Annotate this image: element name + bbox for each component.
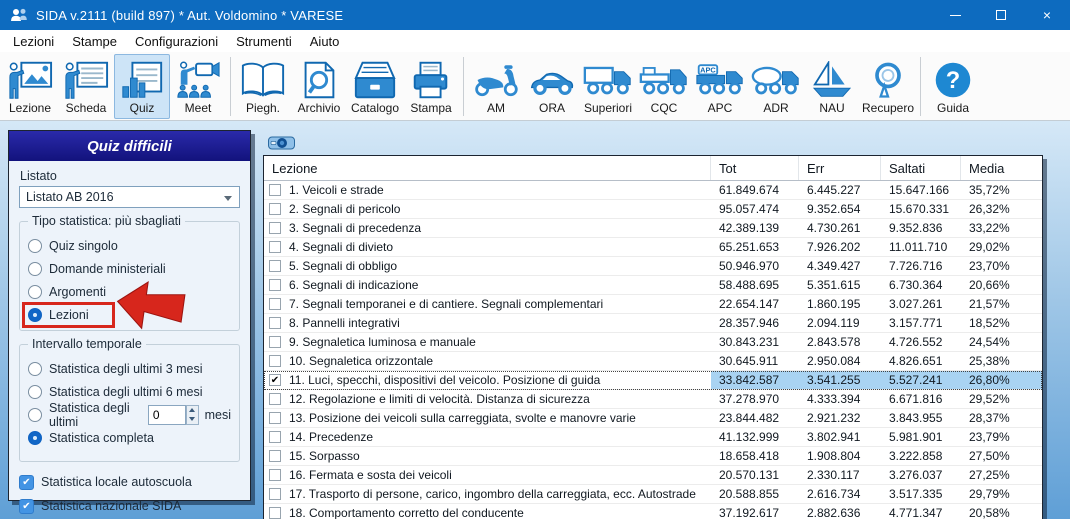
toolbar-label: ORA bbox=[538, 101, 565, 115]
tipo-option-label: Lezioni bbox=[49, 307, 89, 322]
toolbar-button-adr[interactable] bbox=[748, 54, 804, 119]
lesson-name: 18. Comportamento corretto del conducente bbox=[289, 506, 524, 519]
lesson-name: 15. Sorpasso bbox=[289, 449, 360, 463]
toolbar-label: AM bbox=[487, 101, 505, 115]
cell-media: 25,38% bbox=[969, 354, 1010, 368]
cell-err: 3.802.941 bbox=[807, 430, 861, 444]
cell-tot: 18.658.418 bbox=[719, 449, 780, 463]
row-checkbox[interactable] bbox=[269, 298, 281, 310]
lesson-name: 2. Segnali di pericolo bbox=[289, 202, 401, 216]
lesson-name: 13. Posizione dei veicoli sulla carreggiata, svolte e manovre varie bbox=[289, 411, 636, 425]
cell-saltati: 15.647.166 bbox=[889, 183, 950, 197]
mesi-label: mesi bbox=[204, 407, 231, 422]
quiz-bar-chart-icon bbox=[119, 59, 165, 101]
menu-item-lezioni[interactable]: Lezioni bbox=[13, 33, 55, 49]
table-header bbox=[264, 156, 1042, 181]
window-title: SIDA v.2111 (build 897) * Aut. Voldomino * VARESE bbox=[36, 7, 344, 23]
toolbar-label: Meet bbox=[184, 101, 212, 115]
mesi-spinner-buttons[interactable] bbox=[186, 405, 199, 425]
toolbar-label: Guida bbox=[936, 101, 970, 115]
table-row[interactable] bbox=[264, 352, 1042, 371]
toolbar-label: Piegh. bbox=[245, 101, 281, 115]
lesson-name-cell bbox=[264, 219, 711, 237]
cell-err: 1.908.804 bbox=[807, 449, 861, 463]
cell-err: 2.921.232 bbox=[807, 411, 861, 425]
statistica-checkboxes bbox=[19, 471, 240, 517]
toolbar-button-recupero[interactable] bbox=[860, 54, 916, 119]
cell-saltati: 3.027.261 bbox=[889, 297, 943, 311]
table-body bbox=[264, 181, 1042, 519]
lesson-name-cell bbox=[264, 257, 711, 275]
lesson-name: 7. Segnali temporanei e di cantiere. Segnali complementari bbox=[289, 297, 604, 311]
lesson-name-cell bbox=[264, 181, 711, 199]
lesson-name-cell bbox=[264, 485, 711, 503]
radio-icon[interactable] bbox=[28, 362, 42, 376]
lesson-name: 3. Segnali di precedenza bbox=[289, 221, 422, 235]
cell-err: 7.926.202 bbox=[807, 240, 861, 254]
table-row[interactable] bbox=[264, 409, 1042, 428]
cell-media: 26,80% bbox=[961, 371, 1042, 389]
presenter-image-icon bbox=[7, 59, 53, 101]
intervallo-temporale-label: Intervallo temporale bbox=[28, 337, 146, 351]
cell-tot: 30.843.231 bbox=[719, 335, 780, 349]
scooter-icon bbox=[472, 59, 520, 101]
cell-saltati: 9.352.836 bbox=[889, 221, 943, 235]
car-icon bbox=[528, 59, 576, 101]
checkbox-statistica-nazionale-sida[interactable] bbox=[19, 495, 240, 517]
radio-icon[interactable] bbox=[28, 285, 42, 299]
table-row[interactable] bbox=[264, 181, 1042, 200]
cell-tot: 61.849.674 bbox=[719, 183, 780, 197]
help-icon bbox=[933, 59, 973, 101]
cell-saltati: 15.670.331 bbox=[889, 202, 950, 216]
toolbar-button-cqc[interactable] bbox=[636, 54, 692, 119]
checkbox-label: Statistica nazionale SIDA bbox=[41, 499, 182, 513]
column-header-tot[interactable]: Tot bbox=[711, 156, 799, 180]
cell-tot: 50.946.970 bbox=[719, 259, 780, 273]
lesson-name-cell bbox=[264, 466, 711, 484]
lesson-name-cell bbox=[264, 447, 711, 465]
toolbar-button-archivio[interactable] bbox=[291, 54, 347, 119]
listato-dropdown[interactable] bbox=[19, 186, 240, 208]
tipo-option-label: Quiz singolo bbox=[49, 238, 118, 253]
row-checkbox[interactable] bbox=[269, 355, 281, 367]
lesson-name: 6. Segnali di indicazione bbox=[289, 278, 419, 292]
cell-saltati: 4.726.552 bbox=[889, 335, 943, 349]
cell-tot: 37.192.617 bbox=[719, 506, 780, 519]
cell-tot: 22.654.147 bbox=[719, 297, 780, 311]
cell-err: 3.541.255 bbox=[799, 371, 881, 389]
lesson-name: 16. Fermata e sosta dei veicoli bbox=[289, 468, 452, 482]
cell-media: 29,02% bbox=[969, 240, 1010, 254]
cell-err: 2.330.117 bbox=[807, 468, 860, 482]
cell-tot: 42.389.139 bbox=[719, 221, 780, 235]
app-people-icon bbox=[10, 7, 28, 23]
toolbar-label: Stampa bbox=[410, 101, 452, 115]
cell-tot: 58.488.695 bbox=[719, 278, 780, 292]
row-checkbox[interactable] bbox=[269, 507, 281, 519]
cell-saltati: 5.527.241 bbox=[881, 371, 961, 389]
tipo-option-quiz-singolo[interactable] bbox=[28, 234, 231, 257]
table-row[interactable] bbox=[264, 200, 1042, 219]
toolbar-label: Lezione bbox=[8, 101, 52, 115]
document-search-icon bbox=[296, 59, 342, 101]
presenter-document-icon bbox=[63, 59, 109, 101]
maximize-button[interactable] bbox=[978, 0, 1024, 30]
cell-media: 20,66% bbox=[969, 278, 1010, 292]
cell-media: 28,37% bbox=[969, 411, 1010, 425]
lesson-name-cell bbox=[264, 333, 711, 351]
cell-saltati: 3.157.771 bbox=[889, 316, 943, 330]
toolbar-button-apc[interactable] bbox=[692, 54, 748, 119]
cell-media: 33,22% bbox=[969, 221, 1010, 235]
cell-media: 35,72% bbox=[969, 183, 1010, 197]
printer-icon bbox=[408, 59, 454, 101]
cell-media: 18,52% bbox=[969, 316, 1010, 330]
table-row[interactable] bbox=[264, 447, 1042, 466]
content-area bbox=[0, 121, 1070, 519]
checkbox-label: Statistica locale autoscuola bbox=[41, 475, 192, 489]
lesson-name: 11. Luci, specchi, dispositivi del veicolo. Posizione di guida bbox=[289, 373, 601, 387]
menu-item-aiuto[interactable]: Aiuto bbox=[309, 33, 340, 49]
video-meeting-icon bbox=[175, 59, 221, 101]
flatbed-truck-icon bbox=[639, 59, 689, 101]
cell-tot: 33.842.587 bbox=[711, 371, 799, 389]
toolbar-button-stampa[interactable] bbox=[403, 54, 459, 119]
lesson-name-cell bbox=[264, 295, 711, 313]
listato-value: Listato AB 2016 bbox=[26, 190, 114, 204]
lesson-name-cell bbox=[264, 390, 711, 408]
column-header-saltati[interactable]: Saltati bbox=[881, 156, 961, 180]
cell-tot: 23.844.482 bbox=[719, 411, 780, 425]
toolbar-label: Scheda bbox=[65, 101, 107, 115]
radio-icon[interactable] bbox=[28, 385, 42, 399]
listato-label: Listato bbox=[20, 169, 57, 183]
row-checkbox[interactable] bbox=[269, 412, 281, 424]
toolbar-button-ora[interactable] bbox=[524, 54, 580, 119]
toolbar-button-superiori[interactable] bbox=[580, 54, 636, 119]
table-row[interactable] bbox=[264, 333, 1042, 352]
cell-saltati: 3.843.955 bbox=[889, 411, 943, 425]
lesson-name: 9. Segnaletica luminosa e manuale bbox=[289, 335, 476, 349]
drawer-icon bbox=[352, 59, 398, 101]
table-row[interactable] bbox=[264, 466, 1042, 485]
cell-err: 4.349.427 bbox=[807, 259, 861, 273]
row-checkbox[interactable] bbox=[269, 393, 281, 405]
lesson-name: 5. Segnali di obbligo bbox=[289, 259, 398, 273]
toolbar-button-quiz[interactable] bbox=[114, 54, 170, 119]
row-checkbox[interactable] bbox=[269, 203, 281, 215]
cell-saltati: 11.011.710 bbox=[889, 240, 948, 254]
projector-icon[interactable] bbox=[268, 136, 295, 155]
table-row[interactable] bbox=[264, 428, 1042, 447]
toolbar-button-nau[interactable] bbox=[804, 54, 860, 119]
column-header-lezione[interactable]: Lezione bbox=[264, 156, 711, 180]
cell-media: 29,79% bbox=[969, 487, 1010, 501]
radio-icon[interactable] bbox=[28, 239, 42, 253]
cell-tot: 37.278.970 bbox=[719, 392, 780, 406]
checkbox-icon[interactable]: ✔ bbox=[19, 499, 34, 514]
toolbar bbox=[0, 52, 1070, 121]
toolbar-label: ADR bbox=[763, 101, 789, 115]
row-checkbox[interactable] bbox=[269, 260, 281, 272]
cell-err: 5.351.615 bbox=[807, 278, 861, 292]
cell-media: 23,70% bbox=[969, 259, 1010, 273]
cell-saltati: 4.826.651 bbox=[889, 354, 943, 368]
cell-saltati: 6.671.816 bbox=[889, 392, 943, 406]
close-button[interactable]: × bbox=[1042, 7, 1052, 23]
lesson-name-cell bbox=[264, 428, 711, 446]
toolbar-label: APC bbox=[707, 101, 733, 115]
cell-media: 24,54% bbox=[969, 335, 1010, 349]
row-checkbox[interactable] bbox=[269, 317, 281, 329]
title-bar bbox=[0, 0, 1070, 30]
lesson-name-cell bbox=[264, 371, 711, 389]
toolbar-button-am[interactable] bbox=[468, 54, 524, 119]
cell-err: 2.843.578 bbox=[807, 335, 861, 349]
cell-saltati: 5.981.901 bbox=[889, 430, 943, 444]
svg-text:?: ? bbox=[945, 68, 961, 95]
checkbox-statistica-locale-autoscuola[interactable] bbox=[19, 471, 240, 493]
lesson-name-cell bbox=[264, 276, 711, 294]
table-row[interactable] bbox=[264, 504, 1042, 519]
cell-media: 23,79% bbox=[969, 430, 1010, 444]
cell-err: 2.616.734 bbox=[807, 487, 861, 501]
toolbar-separator bbox=[463, 57, 464, 116]
cell-tot: 65.251.653 bbox=[719, 240, 780, 254]
cell-media: 20,58% bbox=[969, 506, 1010, 519]
toolbar-label: Recupero bbox=[861, 101, 915, 115]
cell-media: 27,50% bbox=[969, 449, 1010, 463]
cell-tot: 95.057.474 bbox=[719, 202, 780, 216]
radio-icon[interactable] bbox=[28, 262, 42, 276]
menu-item-strumenti[interactable]: Strumenti bbox=[236, 33, 292, 49]
radio-icon[interactable] bbox=[28, 431, 42, 445]
row-checkbox[interactable] bbox=[269, 222, 281, 234]
lesson-name-cell bbox=[264, 200, 711, 218]
radio-icon[interactable] bbox=[28, 408, 42, 422]
tipo-option-label: Argomenti bbox=[49, 284, 106, 299]
cell-saltati: 3.222.858 bbox=[889, 449, 943, 463]
lesson-name: 4. Segnali di divieto bbox=[289, 240, 394, 254]
cell-media: 27,25% bbox=[969, 468, 1010, 482]
lesson-name: 17. Trasporto di persone, carico, ingombro della carreggiata, ecc. Autostrade bbox=[289, 487, 696, 501]
cell-err: 2.950.084 bbox=[807, 354, 861, 368]
panel-title: Quiz difficili bbox=[9, 131, 250, 161]
open-book-icon bbox=[240, 59, 286, 101]
cell-saltati: 3.276.037 bbox=[889, 468, 943, 482]
toolbar-button-lezione[interactable] bbox=[2, 54, 58, 119]
row-checkbox[interactable] bbox=[269, 184, 281, 196]
column-header-media[interactable]: Media bbox=[969, 160, 1005, 176]
toolbar-label: NAU bbox=[819, 101, 845, 115]
toolbar-button-piegh[interactable] bbox=[235, 54, 291, 119]
cell-media: 21,57% bbox=[969, 297, 1010, 311]
lesson-name-cell bbox=[264, 238, 711, 256]
minimize-button[interactable] bbox=[932, 0, 978, 30]
toolbar-label: Superiori bbox=[583, 101, 633, 115]
cell-err: 1.860.195 bbox=[807, 297, 861, 311]
apc-truck-icon bbox=[695, 59, 745, 101]
intervallo-option-statistica-completa[interactable] bbox=[28, 426, 231, 449]
toolbar-separator bbox=[230, 57, 231, 116]
cell-tot: 41.132.999 bbox=[719, 430, 780, 444]
menu-item-stampe[interactable]: Stampe bbox=[72, 33, 118, 49]
table-row[interactable] bbox=[264, 485, 1042, 504]
toolbar-label: Archivio bbox=[297, 101, 341, 115]
toolbar-button-meet[interactable] bbox=[170, 54, 226, 119]
lesson-name: 1. Veicoli e strade bbox=[289, 183, 384, 197]
intervallo-option-label: Statistica degli ultimi 6 mesi bbox=[49, 384, 203, 399]
toolbar-label: CQC bbox=[650, 101, 678, 115]
toolbar-label: Catalogo bbox=[350, 101, 400, 115]
cell-err: 4.333.394 bbox=[807, 392, 861, 406]
lesson-name-cell bbox=[264, 504, 711, 519]
intervallo-temporale-group bbox=[19, 337, 240, 462]
quiz-difficili-panel bbox=[8, 130, 251, 513]
sailboat-icon bbox=[810, 59, 854, 101]
spinner-down-icon[interactable] bbox=[187, 415, 198, 424]
toolbar-button-scheda[interactable] bbox=[58, 54, 114, 119]
table-row[interactable] bbox=[264, 276, 1042, 295]
lesson-name-cell bbox=[264, 409, 711, 427]
cell-err: 6.445.227 bbox=[807, 183, 861, 197]
intervallo-option-label: Statistica completa bbox=[49, 430, 154, 445]
table-row[interactable] bbox=[264, 371, 1042, 390]
cell-err: 2.882.636 bbox=[807, 506, 861, 519]
row-checkbox[interactable] bbox=[269, 431, 281, 443]
chevron-down-icon bbox=[224, 196, 232, 201]
lesson-name-cell bbox=[264, 352, 711, 370]
column-header-err[interactable]: Err bbox=[799, 156, 881, 180]
magnifier-icon bbox=[866, 59, 910, 101]
cell-tot: 20.588.855 bbox=[719, 487, 780, 501]
tipo-statistica-label: Tipo statistica: più sbagliati bbox=[28, 214, 185, 228]
intervallo-option-statistica-degli-ultimi[interactable] bbox=[28, 400, 231, 429]
toolbar-button-catalogo[interactable] bbox=[347, 54, 403, 119]
lesson-name: 14. Precedenze bbox=[289, 430, 374, 444]
mesi-spinner-input[interactable] bbox=[148, 405, 186, 425]
intervallo-option-label: Statistica degli ultimi bbox=[49, 400, 130, 429]
row-checkbox[interactable] bbox=[269, 488, 281, 500]
cell-saltati: 7.726.716 bbox=[889, 259, 943, 273]
annotation-arrow-icon bbox=[112, 275, 189, 338]
lessons-table-panel bbox=[263, 155, 1043, 519]
annotation-highlight-box bbox=[22, 302, 115, 328]
cell-tot: 30.645.911 bbox=[719, 354, 779, 368]
row-checkbox[interactable]: ✔ bbox=[270, 375, 280, 386]
tanker-truck-icon bbox=[751, 59, 801, 101]
row-checkbox[interactable] bbox=[269, 241, 281, 253]
table-row[interactable] bbox=[264, 219, 1042, 238]
lesson-name: 12. Regolazione e limiti di velocità. Distanza di sicurezza bbox=[289, 392, 590, 406]
lesson-name-cell bbox=[264, 314, 711, 332]
menu-item-configurazioni[interactable]: Configurazioni bbox=[135, 33, 219, 49]
toolbar-separator bbox=[920, 57, 921, 116]
tipo-statistica-group bbox=[19, 214, 240, 331]
intervallo-options bbox=[28, 357, 231, 449]
cell-saltati: 6.730.364 bbox=[889, 278, 943, 292]
row-checkbox[interactable] bbox=[269, 336, 281, 348]
row-checkbox[interactable] bbox=[269, 450, 281, 462]
row-checkbox[interactable] bbox=[269, 469, 281, 481]
intervallo-option-label: Statistica degli ultimi 3 mesi bbox=[49, 361, 203, 376]
truck-icon bbox=[583, 59, 633, 101]
table-row[interactable] bbox=[264, 238, 1042, 257]
cell-err: 2.094.119 bbox=[807, 316, 860, 330]
lesson-name: 8. Pannelli integrativi bbox=[289, 316, 400, 330]
cell-media: 26,32% bbox=[969, 202, 1010, 216]
spinner-up-icon[interactable] bbox=[187, 406, 198, 415]
svg-text:APC: APC bbox=[700, 65, 716, 75]
cell-saltati: 4.771.347 bbox=[889, 506, 943, 519]
tipo-option-label: Domande ministeriali bbox=[49, 261, 166, 276]
intervallo-option-statistica-degli-ultimi-3-mesi[interactable] bbox=[28, 357, 231, 380]
checkbox-icon[interactable]: ✔ bbox=[19, 475, 34, 490]
row-checkbox[interactable] bbox=[269, 279, 281, 291]
cell-err: 9.352.654 bbox=[807, 202, 861, 216]
cell-err: 4.730.261 bbox=[807, 221, 861, 235]
cell-media: 29,52% bbox=[969, 392, 1010, 406]
lesson-name: 10. Segnaletica orizzontale bbox=[289, 354, 434, 368]
toolbar-label: Quiz bbox=[129, 101, 155, 115]
cell-tot: 28.357.946 bbox=[719, 316, 780, 330]
table-row[interactable] bbox=[264, 257, 1042, 276]
cell-saltati: 3.517.335 bbox=[889, 487, 943, 501]
cell-tot: 20.570.131 bbox=[719, 468, 780, 482]
table-row[interactable] bbox=[264, 295, 1042, 314]
table-row[interactable] bbox=[264, 314, 1042, 333]
menu-bar bbox=[0, 30, 1070, 52]
table-row[interactable] bbox=[264, 390, 1042, 409]
toolbar-button-guida[interactable] bbox=[925, 54, 981, 119]
